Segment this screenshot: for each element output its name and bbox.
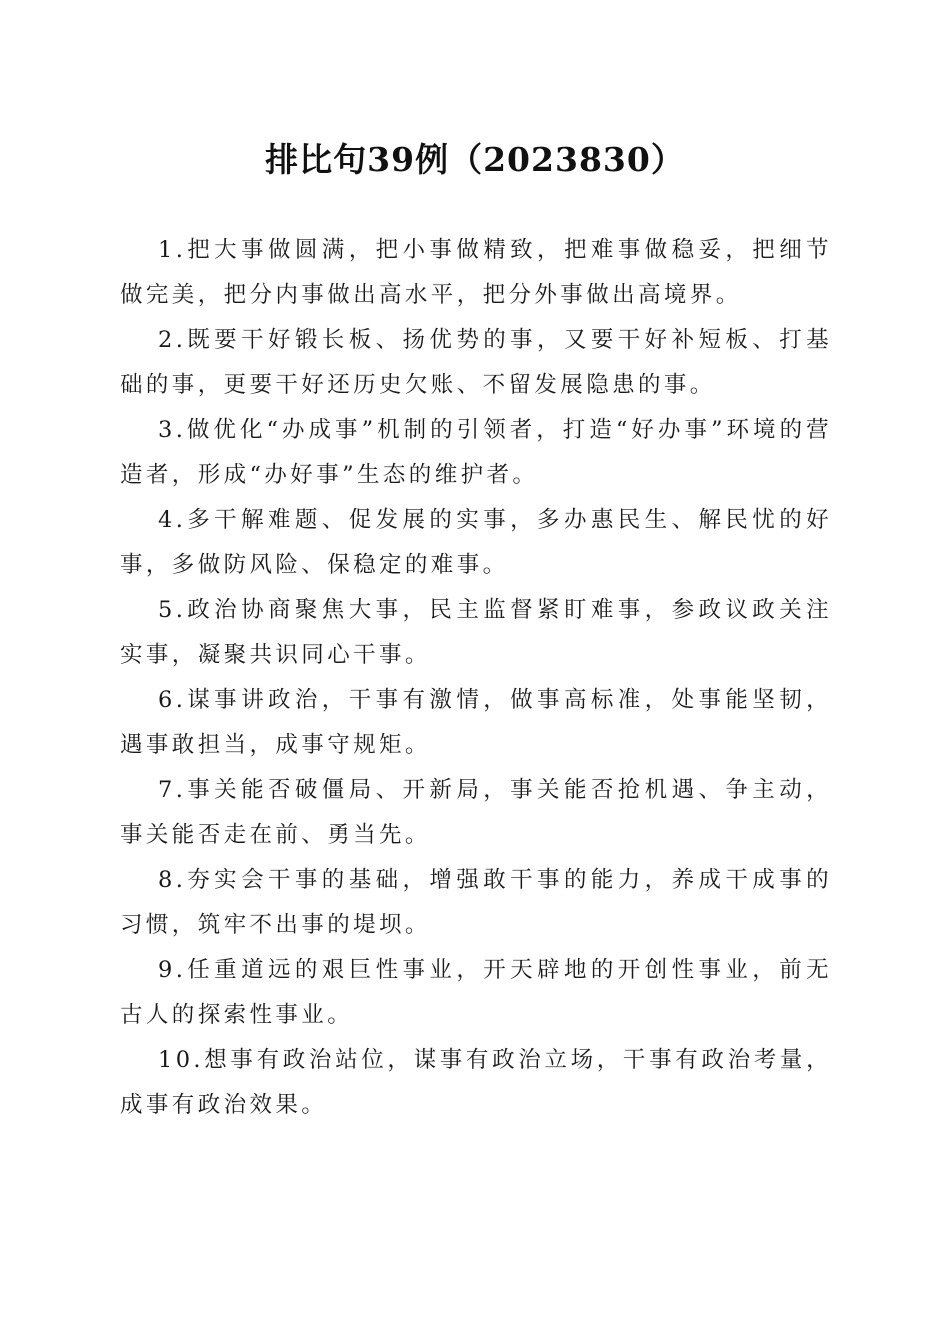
document-body: [120, 228, 832, 1128]
list-item: 3.做优化“办成事”机制的引领者，打造“好办事”环境的营造者，形成“办好事”生态的维护者。: [120, 417, 832, 488]
list-item: 5.政治协商聚焦大事，民主监督紧盯难事，参政议政关注实事，凝聚共识同心干事。: [120, 597, 832, 668]
list-item: 2.既要干好锻长板、扬优势的事，又要干好补短板、打基础的事，更要干好还历史欠账、不留发展隐患的事。: [120, 327, 832, 398]
document-title: 排比句39例（2023830）: [265, 140, 685, 179]
list-item: 4.多干解难题、促发展的实事，多办惠民生、解民忧的好事，多做防风险、保稳定的难事。: [120, 507, 832, 578]
list-item: 6.谋事讲政治，干事有激情，做事高标准，处事能坚韧，遇事敢担当，成事守规矩。: [120, 687, 832, 758]
list-item: 9.任重道远的艰巨性事业，开天辟地的开创性事业，前无古人的探索性事业。: [120, 957, 832, 1028]
list-item: 7.事关能否破僵局、开新局，事关能否抢机遇、争主动，事关能否走在前、勇当先。: [120, 777, 832, 848]
list-item: 8.夯实会干事的基础，增强敢干事的能力，养成干成事的习惯，筑牢不出事的堤坝。: [120, 867, 832, 938]
list-item: 10.想事有政治站位，谋事有政治立场，干事有政治考量，成事有政治效果。: [120, 1047, 832, 1118]
list-item: 1.把大事做圆满，把小事做精致，把难事做稳妥，把细节做完美，把分内事做出高水平，把分外事做出高境界。: [120, 237, 832, 308]
